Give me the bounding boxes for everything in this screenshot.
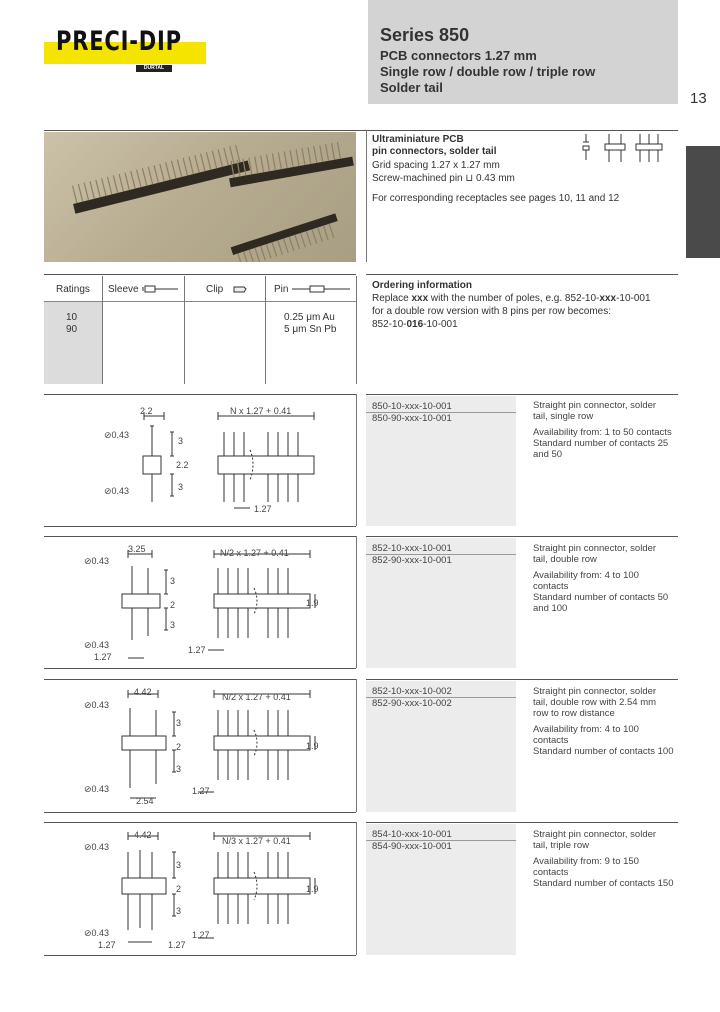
product-desc: Straight pin connector, solder tail, triple row <box>533 829 657 851</box>
dim-row-pitch: 1.27 <box>94 652 112 662</box>
ordering-line-1: Replace xxx with the number of poles, e.g. 852-10-xxx-10-001 <box>372 293 651 304</box>
subtitle-line-1: PCB connectors 1.27 mm <box>380 48 537 63</box>
dim-pitch-bottom: 1.27 <box>192 930 210 940</box>
subtitle-line-2: Single row / double row / triple row <box>380 64 596 79</box>
dim-row-pitch-2: 1.27 <box>168 940 186 950</box>
product-availability: Availability from: 4 to 100 contacts Standard number of contacts 50 and 100 <box>533 570 669 614</box>
dim-diameter-top: ⊘0.43 <box>84 700 110 710</box>
dim-diameter-top: ⊘0.43 <box>104 430 130 440</box>
product-code: 852-10-xxx-10-002 <box>372 686 452 697</box>
intro-spec-1: Grid spacing 1.27 x 1.27 mm <box>372 160 500 171</box>
dim-h3: 3 <box>170 620 176 630</box>
intro-title-2: pin connectors, solder tail <box>372 146 497 157</box>
pin-plating-1: 0.25 μm Au <box>284 312 335 323</box>
product-code: 852-10-xxx-10-001 <box>372 543 452 554</box>
intro-title-1: Ultraminiature PCB <box>372 134 464 145</box>
dim-h3: 3 <box>176 906 182 916</box>
divider <box>44 536 356 537</box>
sleeve-icon <box>142 284 180 296</box>
divider <box>366 274 678 275</box>
dim-width: 2.2 <box>140 406 153 416</box>
divider <box>366 394 678 395</box>
drawing-triple-row <box>100 830 320 948</box>
dim-side: 1.9 <box>306 598 319 608</box>
divider <box>356 679 357 812</box>
logo-sub: DURTAL <box>136 65 172 72</box>
divider <box>44 812 356 813</box>
ordering-line-3: 852-10-016-10-001 <box>372 319 458 330</box>
dim-h3: 3 <box>176 764 182 774</box>
logo: PRECI-DIP <box>56 26 182 57</box>
product-photo <box>44 132 356 262</box>
divider <box>44 274 356 275</box>
receptacles-note: For corresponding receptacles see pages 10, 11 and 12 <box>372 193 620 204</box>
divider <box>44 394 356 395</box>
dim-diameter-top: ⊘0.43 <box>84 842 110 852</box>
rating-code-10: 10 <box>66 312 78 323</box>
dim-pitch-bottom: 1.27 <box>192 786 210 796</box>
dim-pitch: N x 1.27 + 0.41 <box>230 406 292 416</box>
drawing-double-row <box>100 546 320 658</box>
dim-pitch: N/3 x 1.27 + 0.41 <box>222 836 291 846</box>
dim-h1: 3 <box>176 860 182 870</box>
product-code: 852-90-xxx-10-001 <box>372 555 452 566</box>
product-desc: Straight pin connector, solder tail, double row with 2.54 mm row to row distance <box>533 686 657 719</box>
dim-diameter-top: ⊘0.43 <box>84 556 110 566</box>
divider <box>44 130 678 131</box>
dim-pitch: N/2 x 1.27 + 0.41 <box>222 692 291 702</box>
divider <box>184 276 185 384</box>
dim-width: 4.42 <box>134 687 152 697</box>
dim-pitch-bottom: 1.27 <box>188 645 206 655</box>
dim-side: 1.9 <box>306 741 319 751</box>
dim-pitch: N/2 x 1.27 + 0.41 <box>220 548 289 558</box>
ordering-title: Ordering information <box>372 280 472 291</box>
clip-header: Clip <box>206 284 224 295</box>
series-title: Series 850 <box>380 25 470 45</box>
product-availability: Availability from: 9 to 150 contacts Standard number of contacts 150 <box>533 856 674 889</box>
divider <box>44 668 356 669</box>
sleeve-header: Sleeve <box>108 284 139 295</box>
dim-h2: 2.2 <box>176 460 189 470</box>
product-code: 854-90-xxx-10-001 <box>372 841 452 852</box>
dim-h2: 2 <box>170 600 176 610</box>
divider <box>366 822 678 823</box>
divider <box>366 679 678 680</box>
product-availability: Availability from: 1 to 50 contacts Standard number of contacts 25 and 50 <box>533 427 672 460</box>
drawing-double-row-254 <box>100 688 320 804</box>
dim-diameter-bottom: ⊘0.43 <box>84 640 110 650</box>
divider <box>265 276 266 384</box>
dim-h3: 3 <box>178 482 184 492</box>
dim-h2: 2 <box>176 742 182 752</box>
product-availability: Availability from: 4 to 100 contacts Standard number of contacts 100 <box>533 724 674 757</box>
dim-h2: 2 <box>176 884 182 894</box>
divider <box>356 536 357 668</box>
product-desc: Straight pin connector, solder tail, single row <box>533 400 657 422</box>
dim-h1: 3 <box>178 436 184 446</box>
dim-diameter-bottom: ⊘0.43 <box>84 928 110 938</box>
divider <box>102 276 103 384</box>
subtitle-line-3: Solder tail <box>380 80 443 95</box>
dim-width: 3.25 <box>128 544 146 554</box>
pin-icon <box>290 284 352 296</box>
divider <box>356 276 357 384</box>
section-tab <box>686 146 720 258</box>
ratings-header: Ratings <box>56 284 90 295</box>
dim-width: 4.42 <box>134 830 152 840</box>
dim-diameter-bottom: ⊘0.43 <box>104 486 130 496</box>
divider <box>44 955 356 956</box>
connector-photo-illustration <box>44 132 356 262</box>
rating-code-90: 90 <box>66 324 78 335</box>
ordering-line-2: for a double row version with 8 pins per row becomes: <box>372 306 612 317</box>
intro-spec-2: Screw-machined pin ⊔ 0.43 mm <box>372 173 515 184</box>
divider <box>356 822 357 955</box>
pin-plating-2: 5 μm Sn Pb <box>284 324 337 335</box>
clip-icon <box>232 284 248 296</box>
dim-h1: 3 <box>176 718 182 728</box>
product-code: 852-90-xxx-10-002 <box>372 698 452 709</box>
page-number: 13 <box>690 90 707 107</box>
product-code: 850-10-xxx-10-001 <box>372 401 452 412</box>
divider <box>44 679 356 680</box>
divider <box>44 301 356 302</box>
pin-layout-icons <box>580 132 675 164</box>
product-code: 850-90-xxx-10-001 <box>372 413 452 424</box>
product-code: 854-10-xxx-10-001 <box>372 829 452 840</box>
product-desc: Straight pin connector, solder tail, double row <box>533 543 657 565</box>
drawing-single-row <box>100 404 300 516</box>
divider <box>44 822 356 823</box>
divider <box>44 526 356 527</box>
pin-header: Pin <box>274 284 289 295</box>
dim-diameter-bottom: ⊘0.43 <box>84 784 110 794</box>
divider <box>356 394 357 526</box>
dim-row-pitch: 1.27 <box>98 940 116 950</box>
divider <box>366 130 367 262</box>
dim-h1: 3 <box>170 576 176 586</box>
dim-row-pitch: 2.54 <box>136 796 154 806</box>
divider <box>366 536 678 537</box>
dim-pitch-bottom: 1.27 <box>254 504 272 514</box>
dim-side: 1.9 <box>306 884 319 894</box>
